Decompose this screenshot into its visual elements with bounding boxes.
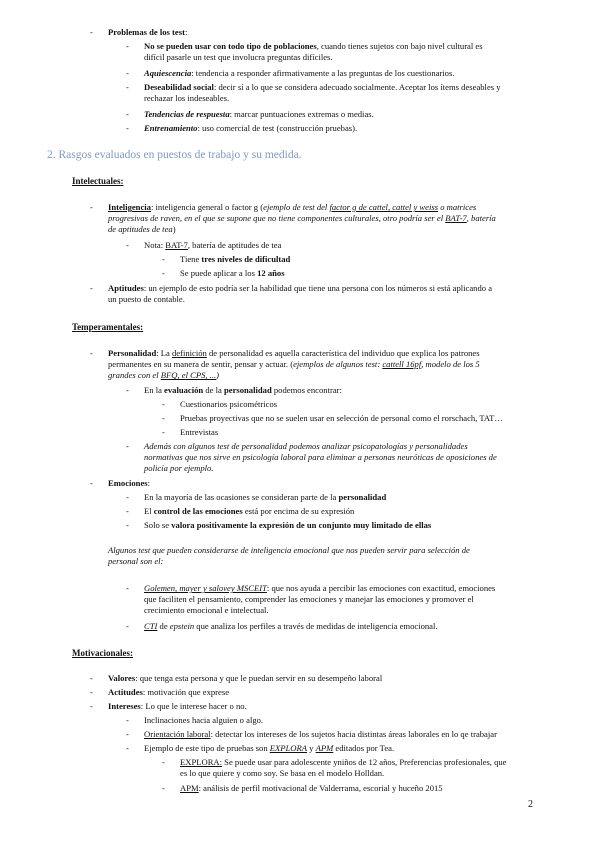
ademas-line: Además con algunos test de personalidad podemos analizar psicopatologías y personalidades <box>144 441 468 451</box>
intereses-sub: Orientación laboral: detectar los intereses de los sujetos hacia distintas áreas laborales en lo qe trabajar <box>144 729 497 739</box>
sub-item: Cuestionarios psicométricos <box>180 399 278 409</box>
bullet-dash: - <box>126 520 129 530</box>
explora-cont: es lo que quiere y como soy. Se basa en el modelo Holldan. <box>180 768 385 778</box>
inteligencia-cont: de aptitudes de tea) <box>108 224 176 234</box>
bullet-dash: - <box>90 348 93 358</box>
personalidad-cont: permanentes en su manera de sentir, pensar y actuar. (ejemplos de algunos test: cattell 16pf, modelo de los 5 <box>108 359 480 369</box>
bullet-dash: - <box>90 673 93 683</box>
apm-item: APM: análisis de perfil motivacional de Valderrama, escorial y huceño 2015 <box>180 783 443 793</box>
section-heading: 2. Rasgos evaluados en puestos de trabajo y su medida. <box>47 149 302 161</box>
intereses-sub: Inclinaciones hacia alguien o algo. <box>144 715 264 725</box>
list-item: Entrenamiento: uso comercial de test (construcción pruebas). <box>144 123 358 133</box>
bullet-dash: - <box>126 506 129 516</box>
emociones-sub: En la mayoría de las ocasiones se consideran parte de la personalidad <box>144 492 387 502</box>
msceit-item: Golemen, mayer y salovey MSCEIT: que nos ayuda a percibir las emociones con exactitud, emociones <box>144 583 496 593</box>
inteligencia-item: Inteligencia: inteligencia general o factor g (ejemplo de test del factor g de cattel, cattel y weiss o matrices <box>108 202 477 212</box>
list-item: Tendencias de respuesta: marcar puntuaciones extremas o medias. <box>144 109 374 119</box>
aplicar-item: Se puede aplicar a los 12 años <box>180 268 285 278</box>
list-item: No se pueden usar con todo tipo de poblaciones, cuando tienes sujetos con bajo nivel cultural es <box>144 41 483 51</box>
algunos-test-line: Algunos test que pueden considerarse de inteligencia emocional que nos pueden servir para selección de <box>108 545 470 555</box>
evaluacion-item: En la evaluación de la personalidad podemos encontrar: <box>144 385 342 395</box>
sub-item: Entrevistas <box>180 427 219 437</box>
problemas-heading: Problemas de los test: <box>108 27 188 37</box>
bullet-dash: - <box>126 583 129 593</box>
bullet-dash: - <box>126 68 129 78</box>
list-item-cont: rechazar los indeseables. <box>144 93 230 103</box>
explora-item: EXPLORA: Se puede usar para adolescente yniños de 12 años, Preferencias profesionales, que <box>180 757 507 767</box>
bullet-dash: - <box>126 729 129 739</box>
bullet-dash: - <box>90 687 93 697</box>
bullet-dash: - <box>90 202 93 212</box>
bullet-dash: - <box>90 27 93 37</box>
motivacionales-title: Motivacionales: <box>72 648 133 658</box>
algunos-test-line: personal son el: <box>108 556 164 566</box>
ademas-line: normativas que nos sirve en psicología laboral para eliminar a personas neuróticas de oposiciones de <box>144 452 497 462</box>
bullet-dash: - <box>162 268 165 278</box>
inteligencia-cont: progresivas de raven, en el que se supone que no tiene componentes culturales, otro podría ser el BAT-7, batería <box>108 213 496 223</box>
nota-item: Nota: BAT-7, batería de aptitudes de tea <box>144 240 282 250</box>
bullet-dash: - <box>162 783 165 793</box>
tiene-item: Tiene tres niveles de dificultad <box>180 254 291 264</box>
bullet-dash: - <box>126 621 129 631</box>
bullet-dash: - <box>90 283 93 293</box>
personalidad-item: Personalidad: La definición de personalidad es aquella característica del individuo que explica los patrones <box>108 348 480 358</box>
emociones-sub: El control de las emociones está por encima de su expresión <box>144 506 355 516</box>
emociones-item: Emociones: <box>108 478 151 488</box>
bullet-dash: - <box>126 240 129 250</box>
intereses-item: Intereses: Lo que le interese hacer o no. <box>108 701 247 711</box>
bullet-dash: - <box>162 399 165 409</box>
bullet-dash: - <box>126 385 129 395</box>
bullet-dash: - <box>90 701 93 711</box>
bullet-dash: - <box>126 82 129 92</box>
list-item: Deseabilidad social: decir sí a lo que se considera adecuado socialmente. Aceptar los ítems deseables y <box>144 82 501 92</box>
sub-item: Pruebas proyectivas que no se suelen usar en selección de personal como el rorschach, TAT… <box>180 413 503 423</box>
personalidad-cont: grandes con el BFQ, el CPS, ...) <box>108 370 219 380</box>
bullet-dash: - <box>126 441 129 451</box>
bullet-dash: - <box>126 743 129 753</box>
list-item: Aquiescencia: tendencia a responder afirmativamente a las preguntas de los cuestionarios. <box>144 68 455 78</box>
page-number: 2 <box>528 799 533 810</box>
valores-item: Valores: que tenga esta persona y que le puedan servir en su desempeño laboral <box>108 673 383 683</box>
bullet-dash: - <box>126 492 129 502</box>
bullet-dash: - <box>90 478 93 488</box>
bullet-dash: - <box>162 757 165 767</box>
intereses-sub: Ejemplo de este tipo de pruebas son EXPLORA y APM editados por Tea. <box>144 743 395 753</box>
bullet-dash: - <box>162 254 165 264</box>
cti-item: CTI de epstein que analiza los perfiles a través de medidas de inteligencia emocional. <box>144 621 438 631</box>
msceit-cont: que faciliten el pensamiento, comprender las emociones y manejar las emociones y promover el <box>144 594 474 604</box>
actitudes-item: Actitudes: motivación que exprese <box>108 687 230 697</box>
bullet-dash: - <box>162 427 165 437</box>
temperamentales-title: Temperamentales: <box>72 322 144 332</box>
bullet-dash: - <box>126 715 129 725</box>
bullet-dash: - <box>162 413 165 423</box>
intelectuales-title: Intelectuales: <box>72 176 124 186</box>
bullet-dash: - <box>126 41 129 51</box>
aptitudes-cont: un puesto de contable. <box>108 294 185 304</box>
bullet-dash: - <box>126 123 129 133</box>
msceit-cont: crecimiento emocional e intelectual. <box>144 605 269 615</box>
ademas-line: policía por ejemplo. <box>144 463 214 473</box>
list-item-cont: difícil pasarle un test que involucra preguntas difíciles. <box>144 52 333 62</box>
aptitudes-item: Aptitudes: un ejemplo de esto podría ser la habilidad que tiene una persona con los números si está aplicando a <box>108 283 493 293</box>
emociones-sub: Solo se valora positivamente la expresión de un conjunto muy limitado de ellas <box>144 520 432 530</box>
bullet-dash: - <box>126 109 129 119</box>
